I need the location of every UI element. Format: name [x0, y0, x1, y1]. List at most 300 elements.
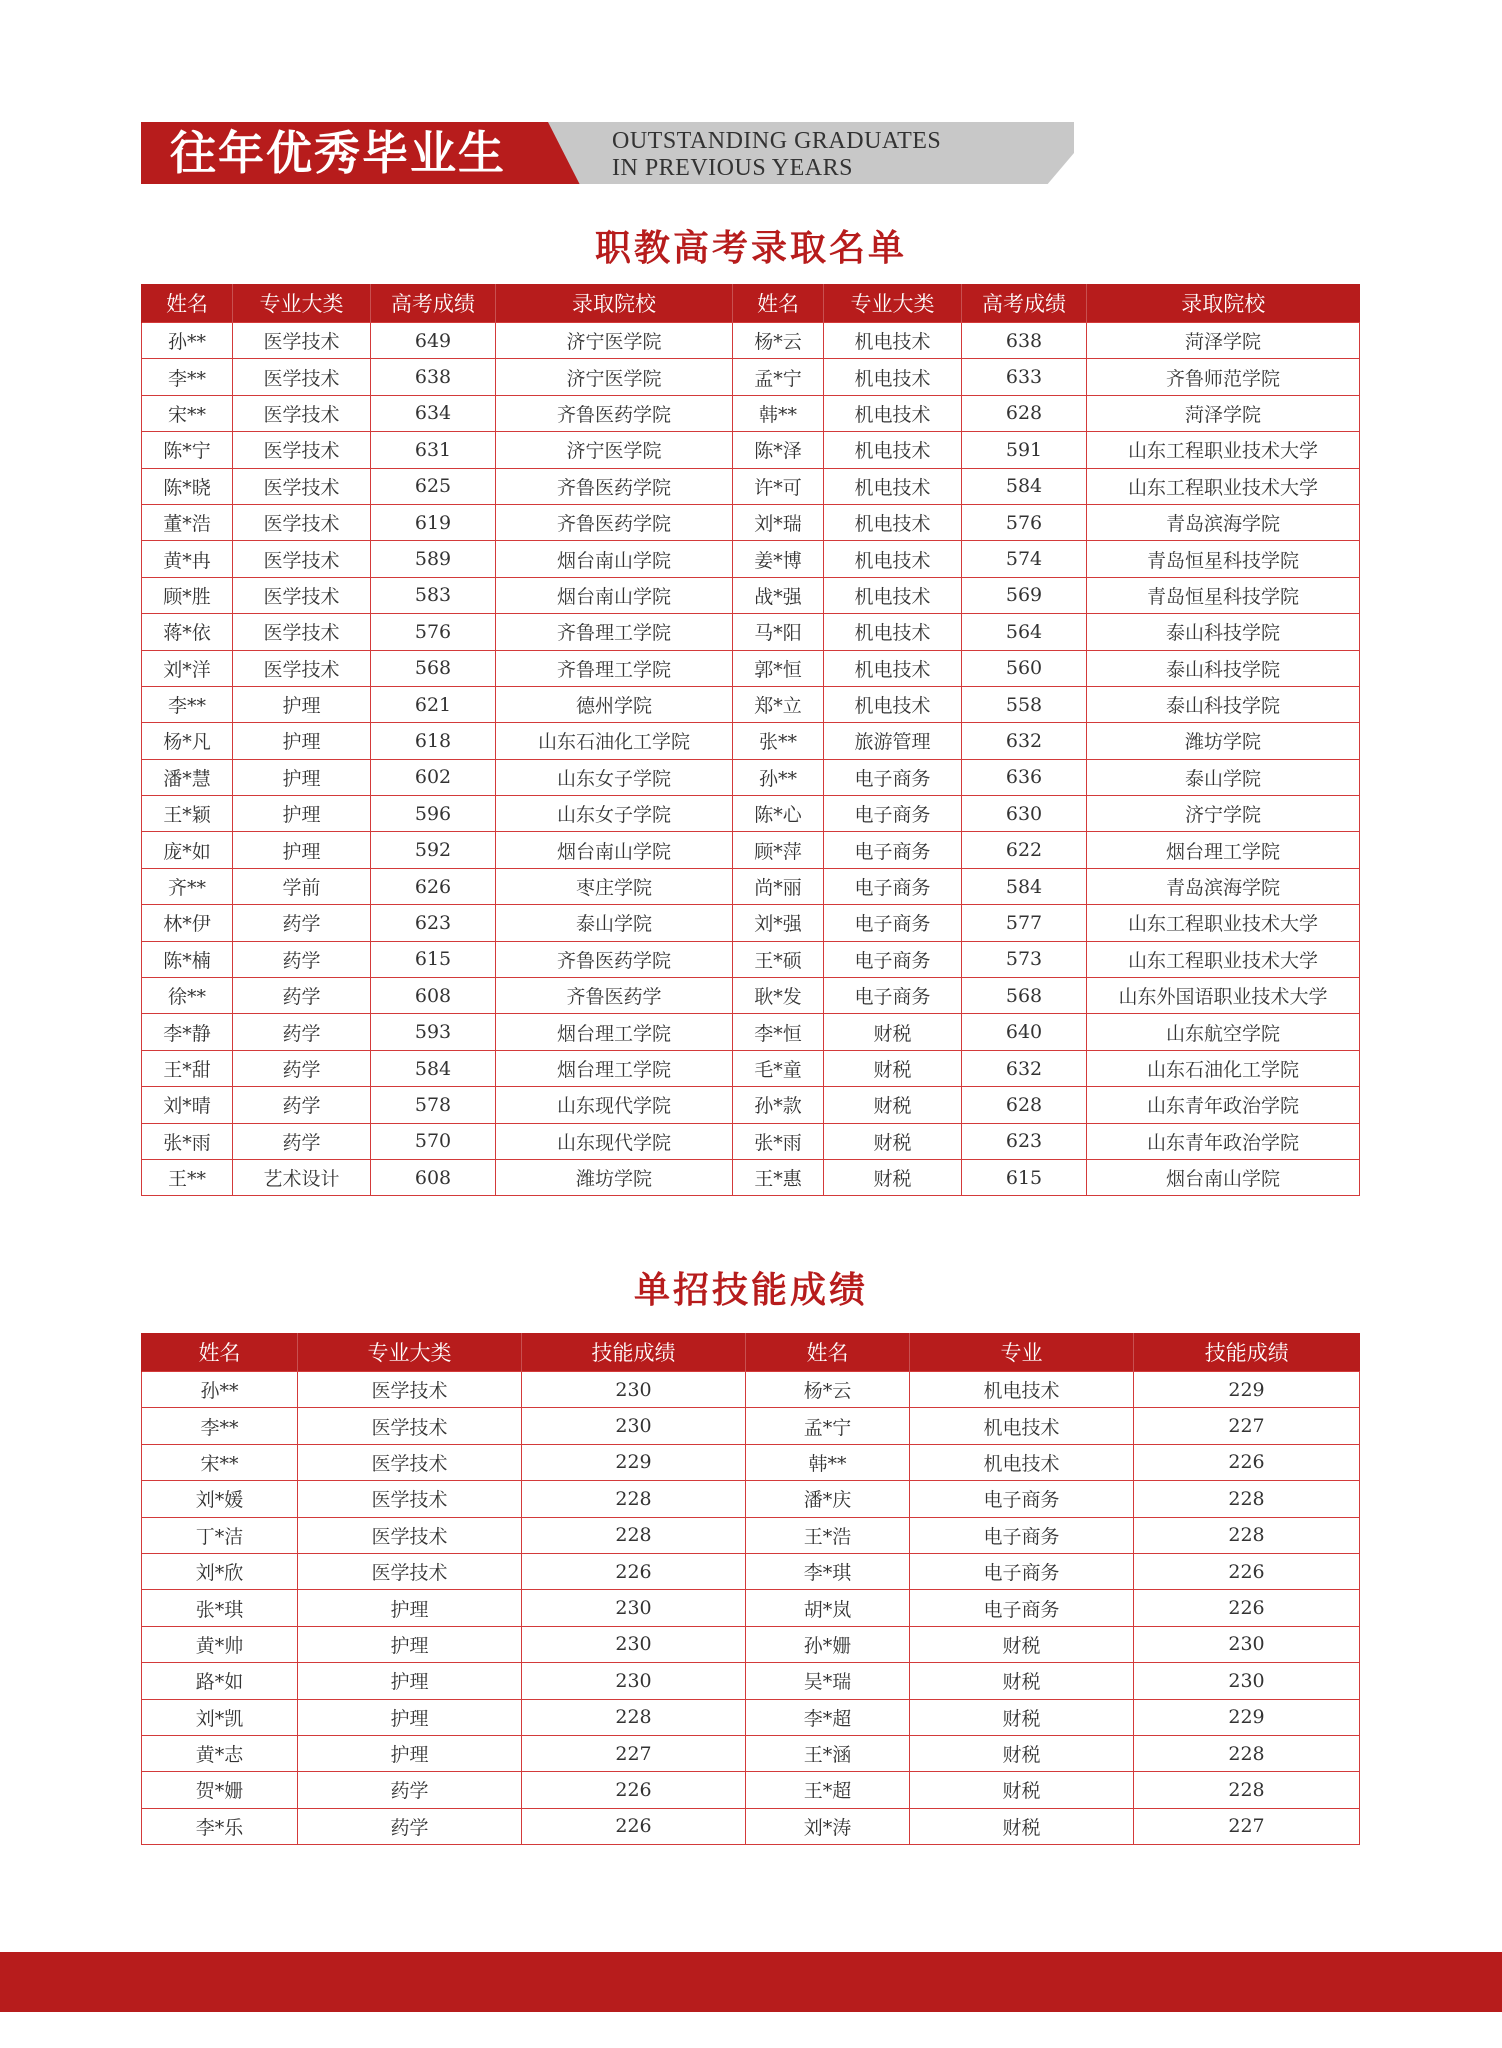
table-cell: 艺术设计: [233, 1159, 371, 1195]
table-cell: 228: [1134, 1772, 1360, 1808]
table-row: [142, 1590, 1360, 1626]
table-cell: 孙*款: [733, 1087, 824, 1123]
table-cell: 625: [371, 468, 496, 504]
table-cell: 615: [371, 941, 496, 977]
table-cell: 230: [522, 1408, 746, 1444]
table-cell: 泰山学院: [1087, 759, 1360, 795]
table-cell: 230: [522, 1590, 746, 1626]
table-cell: 潍坊学院: [1087, 723, 1360, 759]
table-cell: 护理: [298, 1626, 522, 1662]
table-cell: 潘*庆: [746, 1481, 910, 1517]
table-row: [142, 832, 1360, 868]
table-cell: 财税: [824, 1159, 962, 1195]
table-cell: 齐鲁医药学院: [496, 468, 733, 504]
table-row: [142, 1408, 1360, 1444]
column-header: 录取院校: [496, 284, 733, 323]
table-cell: 董*浩: [142, 504, 233, 540]
table-cell: 机电技术: [910, 1372, 1134, 1408]
table-row: [142, 1123, 1360, 1159]
column-header: 专业大类: [233, 284, 371, 323]
column-header: 姓名: [142, 284, 233, 323]
table-cell: 626: [371, 868, 496, 904]
table-cell: 电子商务: [824, 868, 962, 904]
table-cell: 潍坊学院: [496, 1159, 733, 1195]
table-cell: 机电技术: [910, 1444, 1134, 1480]
table-cell: 药学: [233, 1087, 371, 1123]
column-header: 高考成绩: [371, 284, 496, 323]
table-cell: 齐鲁医药学院: [496, 941, 733, 977]
table-cell: 583: [371, 577, 496, 613]
table-row: [142, 796, 1360, 832]
table-cell: 李**: [142, 1408, 298, 1444]
table-cell: 财税: [824, 1050, 962, 1086]
table-cell: 615: [962, 1159, 1087, 1195]
table-row: [142, 1481, 1360, 1517]
table-cell: 刘*洋: [142, 650, 233, 686]
table-cell: 564: [962, 614, 1087, 650]
table-cell: 医学技术: [298, 1553, 522, 1589]
table-cell: 郭*恒: [733, 650, 824, 686]
table-row: [142, 614, 1360, 650]
table-cell: 机电技术: [910, 1408, 1134, 1444]
table-cell: 山东工程职业技术大学: [1087, 468, 1360, 504]
table-cell: 刘*晴: [142, 1087, 233, 1123]
table-cell: 618: [371, 723, 496, 759]
table-cell: 山东女子学院: [496, 759, 733, 795]
table-cell: 孙**: [142, 323, 233, 359]
table-cell: 护理: [233, 832, 371, 868]
table-cell: 财税: [910, 1735, 1134, 1771]
table-cell: 电子商务: [824, 978, 962, 1014]
table-cell: 药学: [233, 941, 371, 977]
table-cell: 姜*博: [733, 541, 824, 577]
table-cell: 632: [962, 1050, 1087, 1086]
table-cell: 韩**: [733, 395, 824, 431]
table-cell: 医学技术: [233, 432, 371, 468]
table-cell: 608: [371, 978, 496, 1014]
table-cell: 齐鲁医药学院: [496, 504, 733, 540]
table-cell: 财税: [910, 1808, 1134, 1844]
table-cell: 烟台理工学院: [1087, 832, 1360, 868]
table-cell: 机电技术: [824, 541, 962, 577]
table-cell: 558: [962, 686, 1087, 722]
table-cell: 丁*洁: [142, 1517, 298, 1553]
table-cell: 山东航空学院: [1087, 1014, 1360, 1050]
table-cell: 财税: [910, 1663, 1134, 1699]
table-cell: 230: [522, 1663, 746, 1699]
table-cell: 孙*姗: [746, 1626, 910, 1662]
table-cell: 毛*童: [733, 1050, 824, 1086]
table-cell: 医学技术: [298, 1372, 522, 1408]
table-cell: 622: [962, 832, 1087, 868]
table-row: [142, 1772, 1360, 1808]
table-cell: 徐**: [142, 978, 233, 1014]
table-cell: 贺*姗: [142, 1772, 298, 1808]
table-cell: 王*硕: [733, 941, 824, 977]
table-cell: 泰山学院: [496, 905, 733, 941]
table-cell: 电子商务: [824, 941, 962, 977]
table-cell: 593: [371, 1014, 496, 1050]
table-cell: 机电技术: [824, 432, 962, 468]
table-cell: 570: [371, 1123, 496, 1159]
table-cell: 电子商务: [910, 1553, 1134, 1589]
table-cell: 王*颖: [142, 796, 233, 832]
table-cell: 庞*如: [142, 832, 233, 868]
table-cell: 230: [522, 1626, 746, 1662]
table-row: [142, 1050, 1360, 1086]
table-cell: 机电技术: [824, 650, 962, 686]
table-row: [142, 577, 1360, 613]
table-cell: 228: [522, 1481, 746, 1517]
table-cell: 泰山科技学院: [1087, 650, 1360, 686]
table-cell: 576: [371, 614, 496, 650]
table-cell: 228: [1134, 1517, 1360, 1553]
table-cell: 战*强: [733, 577, 824, 613]
table-cell: 584: [371, 1050, 496, 1086]
table-cell: 济宁学院: [1087, 796, 1360, 832]
table-cell: 学前: [233, 868, 371, 904]
table-cell: 刘*涛: [746, 1808, 910, 1844]
table-cell: 烟台理工学院: [496, 1014, 733, 1050]
table-cell: 227: [1134, 1408, 1360, 1444]
section1-title: 职教高考录取名单: [594, 228, 907, 269]
table-cell: 宋**: [142, 1444, 298, 1480]
table-cell: 蒋*依: [142, 614, 233, 650]
table-cell: 李**: [142, 686, 233, 722]
table-cell: 枣庄学院: [496, 868, 733, 904]
table-cell: 王*超: [746, 1772, 910, 1808]
table-row: [142, 1444, 1360, 1480]
table-row: [142, 723, 1360, 759]
table-cell: 229: [1134, 1372, 1360, 1408]
table-cell: 济宁医学院: [496, 323, 733, 359]
table-cell: 578: [371, 1087, 496, 1123]
table-cell: 王**: [142, 1159, 233, 1195]
table-cell: 机电技术: [824, 614, 962, 650]
table-cell: 569: [962, 577, 1087, 613]
table-cell: 护理: [233, 723, 371, 759]
table-cell: 陈*楠: [142, 941, 233, 977]
table-row: [142, 1087, 1360, 1123]
skills-table: [141, 1333, 1360, 1845]
table-row: [142, 1808, 1360, 1844]
table-cell: 医学技术: [298, 1517, 522, 1553]
table-cell: 619: [371, 504, 496, 540]
table-cell: 林*伊: [142, 905, 233, 941]
table-cell: 228: [1134, 1735, 1360, 1771]
footer-bar: [0, 1952, 1502, 2012]
table-cell: 628: [962, 395, 1087, 431]
table-cell: 王*浩: [746, 1517, 910, 1553]
table-cell: 228: [522, 1517, 746, 1553]
table-cell: 护理: [298, 1699, 522, 1735]
table-row: [142, 1372, 1360, 1408]
table-cell: 机电技术: [824, 323, 962, 359]
table-row: [142, 1735, 1360, 1771]
table-cell: 财税: [824, 1014, 962, 1050]
table-row: [142, 686, 1360, 722]
table-row: [142, 1517, 1360, 1553]
table-row: [142, 1014, 1360, 1050]
table-cell: 229: [522, 1444, 746, 1480]
table-cell: 574: [962, 541, 1087, 577]
table-cell: 228: [1134, 1481, 1360, 1517]
table-cell: 医学技术: [298, 1444, 522, 1480]
table-cell: 陈*心: [733, 796, 824, 832]
table-cell: 孙**: [142, 1372, 298, 1408]
column-header: 专业大类: [298, 1333, 522, 1372]
table-cell: 顾*胜: [142, 577, 233, 613]
table-cell: 护理: [233, 796, 371, 832]
table-cell: 黄*冉: [142, 541, 233, 577]
table-cell: 608: [371, 1159, 496, 1195]
column-header: 专业大类: [824, 284, 962, 323]
table-cell: 济宁医学院: [496, 432, 733, 468]
banner-title-en-line1: OUTSTANDING GRADUATES: [612, 128, 942, 154]
table-cell: 电子商务: [824, 796, 962, 832]
table-cell: 济宁医学院: [496, 359, 733, 395]
table-cell: 医学技术: [233, 577, 371, 613]
table-row: [142, 868, 1360, 904]
table-cell: 杨*凡: [142, 723, 233, 759]
section2-title: 单招技能成绩: [633, 1270, 868, 1311]
table-cell: 电子商务: [910, 1590, 1134, 1626]
table-cell: 李*恒: [733, 1014, 824, 1050]
table-cell: 烟台南山学院: [1087, 1159, 1360, 1195]
table-cell: 药学: [233, 978, 371, 1014]
table-row: [142, 1553, 1360, 1589]
table-cell: 陈*泽: [733, 432, 824, 468]
table-cell: 王*涵: [746, 1735, 910, 1771]
table-cell: 医学技术: [233, 650, 371, 686]
table-row: [142, 759, 1360, 795]
table-cell: 636: [962, 759, 1087, 795]
table-cell: 刘*欣: [142, 1553, 298, 1589]
column-header: 技能成绩: [522, 1333, 746, 1372]
table-cell: 机电技术: [824, 395, 962, 431]
table-cell: 孟*宁: [733, 359, 824, 395]
table-cell: 584: [962, 468, 1087, 504]
table-cell: 638: [371, 359, 496, 395]
table-row: [142, 323, 1360, 359]
table-cell: 路*如: [142, 1663, 298, 1699]
table-cell: 228: [522, 1699, 746, 1735]
table-cell: 财税: [910, 1626, 1134, 1662]
table-cell: 医学技术: [233, 468, 371, 504]
table-cell: 医学技术: [233, 359, 371, 395]
table-cell: 宋**: [142, 395, 233, 431]
table-cell: 青岛滨海学院: [1087, 868, 1360, 904]
table-cell: 631: [371, 432, 496, 468]
table-cell: 药学: [233, 905, 371, 941]
table-cell: 药学: [298, 1808, 522, 1844]
table-cell: 韩**: [746, 1444, 910, 1480]
table-cell: 药学: [233, 1050, 371, 1086]
table-cell: 孟*宁: [746, 1408, 910, 1444]
table-cell: 烟台理工学院: [496, 1050, 733, 1086]
table-cell: 护理: [233, 759, 371, 795]
table-cell: 638: [962, 323, 1087, 359]
banner-title-cn: 往年优秀毕业生: [170, 126, 506, 180]
table-cell: 刘*媛: [142, 1481, 298, 1517]
table-cell: 杨*云: [746, 1372, 910, 1408]
table-cell: 李**: [142, 359, 233, 395]
table-cell: 护理: [298, 1590, 522, 1626]
column-header: 姓名: [733, 284, 824, 323]
column-header: 姓名: [746, 1333, 910, 1372]
table-cell: 628: [962, 1087, 1087, 1123]
column-header: 姓名: [142, 1333, 298, 1372]
table-cell: 560: [962, 650, 1087, 686]
table-cell: 596: [371, 796, 496, 832]
table-row: [142, 905, 1360, 941]
table-cell: 菏泽学院: [1087, 395, 1360, 431]
table-cell: 齐鲁医药学: [496, 978, 733, 1014]
table-cell: 财税: [824, 1123, 962, 1159]
table-cell: 电子商务: [824, 832, 962, 868]
table-cell: 山东现代学院: [496, 1123, 733, 1159]
table-cell: 杨*云: [733, 323, 824, 359]
table-cell: 菏泽学院: [1087, 323, 1360, 359]
table-cell: 青岛恒星科技学院: [1087, 577, 1360, 613]
table-cell: 576: [962, 504, 1087, 540]
table-cell: 许*可: [733, 468, 824, 504]
table-cell: 山东现代学院: [496, 1087, 733, 1123]
table-cell: 584: [962, 868, 1087, 904]
table-cell: 山东青年政治学院: [1087, 1087, 1360, 1123]
table-row: [142, 432, 1360, 468]
table-cell: 药学: [233, 1123, 371, 1159]
table-cell: 医学技术: [233, 541, 371, 577]
table-cell: 王*惠: [733, 1159, 824, 1195]
table-cell: 电子商务: [910, 1517, 1134, 1553]
table-cell: 郑*立: [733, 686, 824, 722]
table-cell: 649: [371, 323, 496, 359]
table-cell: 药学: [233, 1014, 371, 1050]
table-cell: 护理: [233, 686, 371, 722]
table-cell: 李*静: [142, 1014, 233, 1050]
table-row: [142, 941, 1360, 977]
table-cell: 机电技术: [824, 577, 962, 613]
table-cell: 李*乐: [142, 1808, 298, 1844]
table-cell: 230: [1134, 1663, 1360, 1699]
table-cell: 李*超: [746, 1699, 910, 1735]
table-cell: 泰山科技学院: [1087, 686, 1360, 722]
table-row: [142, 1699, 1360, 1735]
table-cell: 226: [522, 1553, 746, 1589]
table-cell: 齐鲁理工学院: [496, 650, 733, 686]
table-row: [142, 650, 1360, 686]
table-cell: 齐鲁理工学院: [496, 614, 733, 650]
table-cell: 财税: [910, 1772, 1134, 1808]
table-cell: 山东青年政治学院: [1087, 1123, 1360, 1159]
table-cell: 财税: [824, 1087, 962, 1123]
table-cell: 张*雨: [142, 1123, 233, 1159]
table-cell: 护理: [298, 1663, 522, 1699]
table-cell: 山东工程职业技术大学: [1087, 905, 1360, 941]
table-header-row: [142, 1333, 1360, 1372]
table-cell: 226: [1134, 1590, 1360, 1626]
table-cell: 592: [371, 832, 496, 868]
table-cell: 591: [962, 432, 1087, 468]
table-cell: 烟台南山学院: [496, 577, 733, 613]
table-cell: 226: [522, 1808, 746, 1844]
table-cell: 李*琪: [746, 1553, 910, 1589]
banner-title-en: [612, 128, 1012, 182]
table-cell: 机电技术: [824, 468, 962, 504]
table-cell: 机电技术: [824, 504, 962, 540]
table-cell: 机电技术: [824, 686, 962, 722]
admission-table: [141, 284, 1360, 1196]
table-cell: 227: [522, 1735, 746, 1771]
table-cell: 山东女子学院: [496, 796, 733, 832]
table-cell: 顾*萍: [733, 832, 824, 868]
table-cell: 烟台南山学院: [496, 541, 733, 577]
table-cell: 电子商务: [824, 759, 962, 795]
table-row: [142, 468, 1360, 504]
table-cell: 医学技术: [233, 395, 371, 431]
table-cell: 孙**: [733, 759, 824, 795]
table-cell: 齐**: [142, 868, 233, 904]
table-cell: 山东工程职业技术大学: [1087, 432, 1360, 468]
table-cell: 潘*慧: [142, 759, 233, 795]
table-cell: 577: [962, 905, 1087, 941]
table-row: [142, 504, 1360, 540]
table-cell: 226: [1134, 1444, 1360, 1480]
table-cell: 623: [371, 905, 496, 941]
table-cell: 张**: [733, 723, 824, 759]
table-cell: 602: [371, 759, 496, 795]
table-cell: 陈*宁: [142, 432, 233, 468]
table-row: [142, 395, 1360, 431]
table-cell: 尚*丽: [733, 868, 824, 904]
column-header: 高考成绩: [962, 284, 1087, 323]
table-cell: 227: [1134, 1808, 1360, 1844]
table-cell: 630: [962, 796, 1087, 832]
table-cell: 电子商务: [824, 905, 962, 941]
table-cell: 青岛恒星科技学院: [1087, 541, 1360, 577]
banner-title-en-line2: IN PREVIOUS YEARS: [612, 155, 853, 181]
table-cell: 医学技术: [298, 1481, 522, 1517]
table-cell: 张*雨: [733, 1123, 824, 1159]
table-cell: 马*阳: [733, 614, 824, 650]
table-cell: 589: [371, 541, 496, 577]
table-row: [142, 978, 1360, 1014]
table-row: [142, 1663, 1360, 1699]
table-cell: 黄*帅: [142, 1626, 298, 1662]
table-cell: 齐鲁医药学院: [496, 395, 733, 431]
table-cell: 耿*发: [733, 978, 824, 1014]
table-cell: 刘*凯: [142, 1699, 298, 1735]
table-row: [142, 541, 1360, 577]
column-header: 录取院校: [1087, 284, 1360, 323]
table-cell: 山东石油化工学院: [496, 723, 733, 759]
table-cell: 621: [371, 686, 496, 722]
table-cell: 568: [962, 978, 1087, 1014]
table-cell: 胡*岚: [746, 1590, 910, 1626]
table-cell: 230: [522, 1372, 746, 1408]
table-cell: 泰山科技学院: [1087, 614, 1360, 650]
table-cell: 633: [962, 359, 1087, 395]
table-cell: 药学: [298, 1772, 522, 1808]
table-cell: 财税: [910, 1699, 1134, 1735]
table-cell: 医学技术: [233, 614, 371, 650]
table-cell: 吴*瑞: [746, 1663, 910, 1699]
table-cell: 电子商务: [910, 1481, 1134, 1517]
table-cell: 刘*瑞: [733, 504, 824, 540]
table-cell: 229: [1134, 1699, 1360, 1735]
table-cell: 陈*晓: [142, 468, 233, 504]
